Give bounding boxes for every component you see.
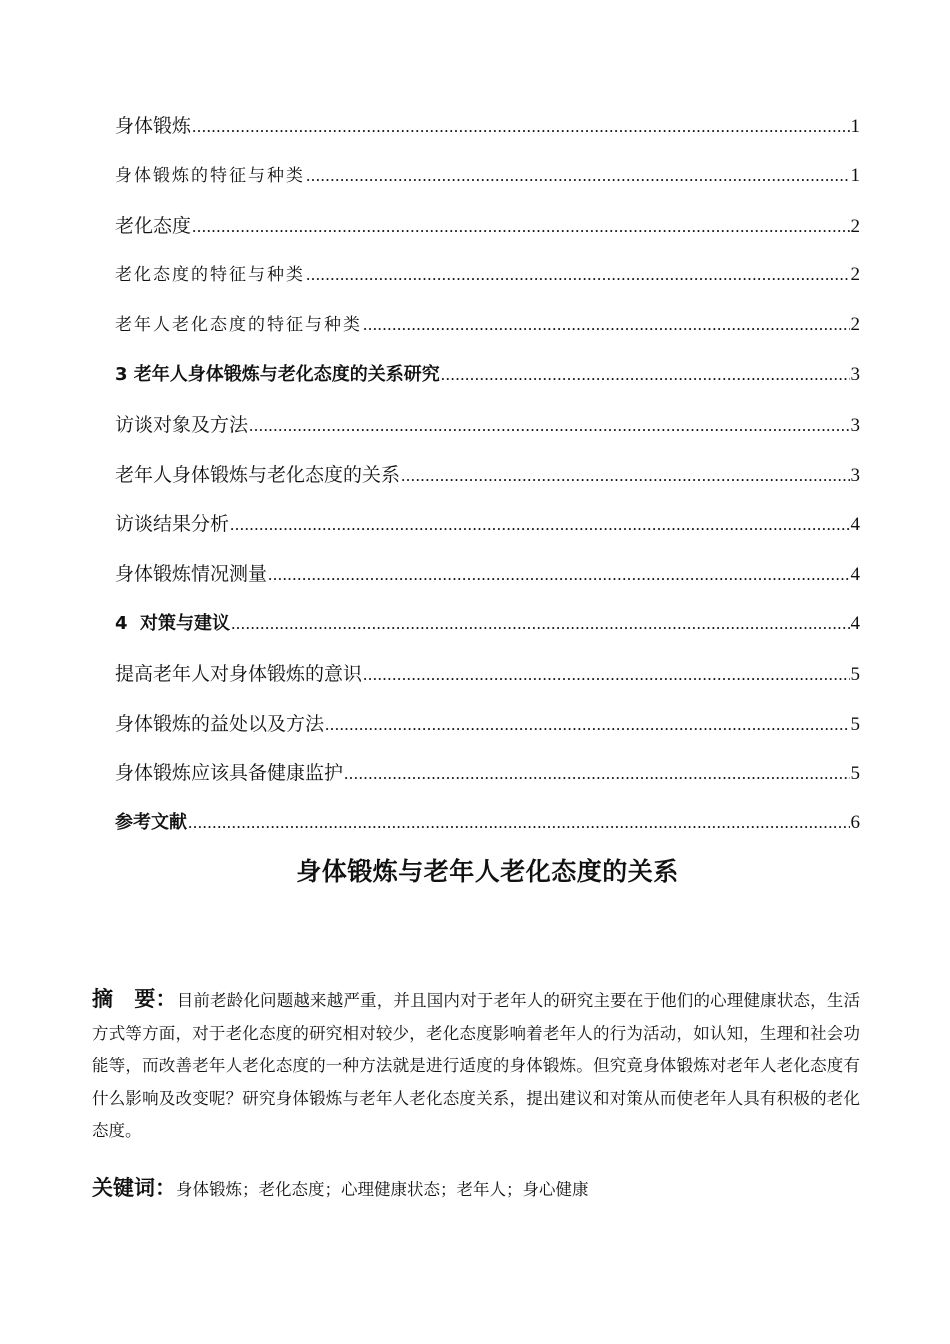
- toc-entry[interactable]: [115, 307, 860, 357]
- keywords-text: 身体锻炼；老化态度；心理健康状态；老年人；身心健康: [176, 1180, 589, 1199]
- toc-page-number: 2: [850, 264, 860, 286]
- toc-dot-leader: [363, 657, 849, 693]
- toc-entry[interactable]: [115, 706, 860, 756]
- toc-entry[interactable]: [115, 407, 860, 457]
- toc-entry-label: 身体锻炼应该具备健康监护: [115, 762, 344, 785]
- toc-entry-label: 4 对策与建议: [115, 612, 231, 634]
- abstract-text: 目前老龄化问题越来越严重，并且国内对于老年人的研究主要在于他们的心理健康状态，生活方式等方面，对于老化态度的研究相对较少，老化态度影响着老年人的行为活动，如认知，生理和社会功能等，而改善老年人老化态度的一种方法就是进行适度的身体锻炼。但究竟身体锻炼对老年人老化态度有什么影响及改变呢？研究身体锻炼与老年人老化态度关系，提出建议和对策从而使老年人具有积极的老化态度。: [92, 991, 861, 1140]
- toc-dot-leader: [192, 209, 849, 245]
- toc-dot-leader: [401, 458, 849, 494]
- toc-entry[interactable]: [115, 805, 860, 855]
- toc-entry-label: 访谈结果分析: [115, 513, 230, 536]
- toc-entry[interactable]: [115, 158, 860, 208]
- toc-entry[interactable]: [115, 506, 860, 556]
- table-of-contents: [115, 108, 860, 855]
- toc-dot-leader: [192, 109, 849, 145]
- toc-entry[interactable]: [115, 656, 860, 706]
- toc-page-number: 4: [850, 564, 860, 586]
- toc-page-number: 3: [850, 414, 860, 436]
- toc-entry[interactable]: [115, 606, 860, 656]
- toc-dot-leader: [441, 357, 850, 393]
- toc-entry[interactable]: [115, 556, 860, 606]
- toc-entry[interactable]: [115, 208, 860, 258]
- toc-entry[interactable]: [115, 257, 860, 307]
- toc-entry[interactable]: [115, 108, 860, 158]
- keywords-label: 关键词：: [92, 1176, 176, 1200]
- toc-page-number: 5: [850, 763, 860, 785]
- toc-dot-leader: [344, 756, 849, 792]
- abstract-label: 摘 要：: [92, 987, 177, 1011]
- toc-dot-leader: [249, 408, 849, 444]
- toc-page-number: 2: [850, 314, 860, 336]
- toc-page-number: 4: [850, 514, 860, 536]
- toc-dot-leader: [306, 158, 850, 194]
- toc-page-number: 6: [850, 812, 860, 834]
- toc-entry-label: 身体锻炼的特征与种类: [115, 165, 305, 186]
- toc-page-number: 1: [850, 164, 860, 186]
- toc-dot-leader: [230, 507, 849, 543]
- toc-page-number: 2: [850, 215, 860, 237]
- toc-entry-label: 老年人身体锻炼与老化态度的关系: [115, 463, 401, 486]
- toc-dot-leader: [268, 557, 849, 593]
- toc-dot-leader: [363, 307, 850, 343]
- toc-entry[interactable]: [115, 755, 860, 805]
- toc-page-number: 5: [850, 663, 860, 685]
- toc-entry-label: 身体锻炼: [115, 115, 192, 137]
- toc-entry-label: 老化态度的特征与种类: [115, 265, 305, 286]
- toc-entry-label: 访谈对象及方法: [115, 413, 249, 436]
- document-title: 身体锻炼与老年人老化态度的关系: [296, 857, 679, 886]
- toc-page-number: 4: [850, 612, 860, 634]
- toc-entry-label: 参考文献: [115, 812, 187, 834]
- toc-entry-label: 提高老年人对身体锻炼的意识: [115, 662, 363, 685]
- toc-entry-label: 3 老年人身体锻炼与老化态度的关系研究: [115, 363, 440, 385]
- toc-page-number: 3: [850, 464, 860, 486]
- toc-page-number: 5: [850, 713, 860, 735]
- toc-entry[interactable]: [115, 457, 860, 507]
- toc-page-number: 3: [850, 363, 860, 385]
- toc-entry[interactable]: [115, 357, 860, 407]
- abstract-paragraph: [92, 983, 860, 1148]
- toc-entry-label: 老化态度: [115, 214, 192, 237]
- keywords-line: [92, 1172, 860, 1206]
- toc-dot-leader: [325, 707, 849, 743]
- toc-dot-leader: [231, 606, 849, 642]
- toc-dot-leader: [188, 805, 850, 841]
- toc-dot-leader: [306, 257, 850, 293]
- toc-page-number: 1: [850, 116, 860, 137]
- toc-entry-label: 身体锻炼情况测量: [115, 563, 268, 586]
- toc-entry-label: 身体锻炼的益处以及方法: [115, 712, 325, 735]
- toc-entry-label: 老年人老化态度的特征与种类: [115, 315, 362, 336]
